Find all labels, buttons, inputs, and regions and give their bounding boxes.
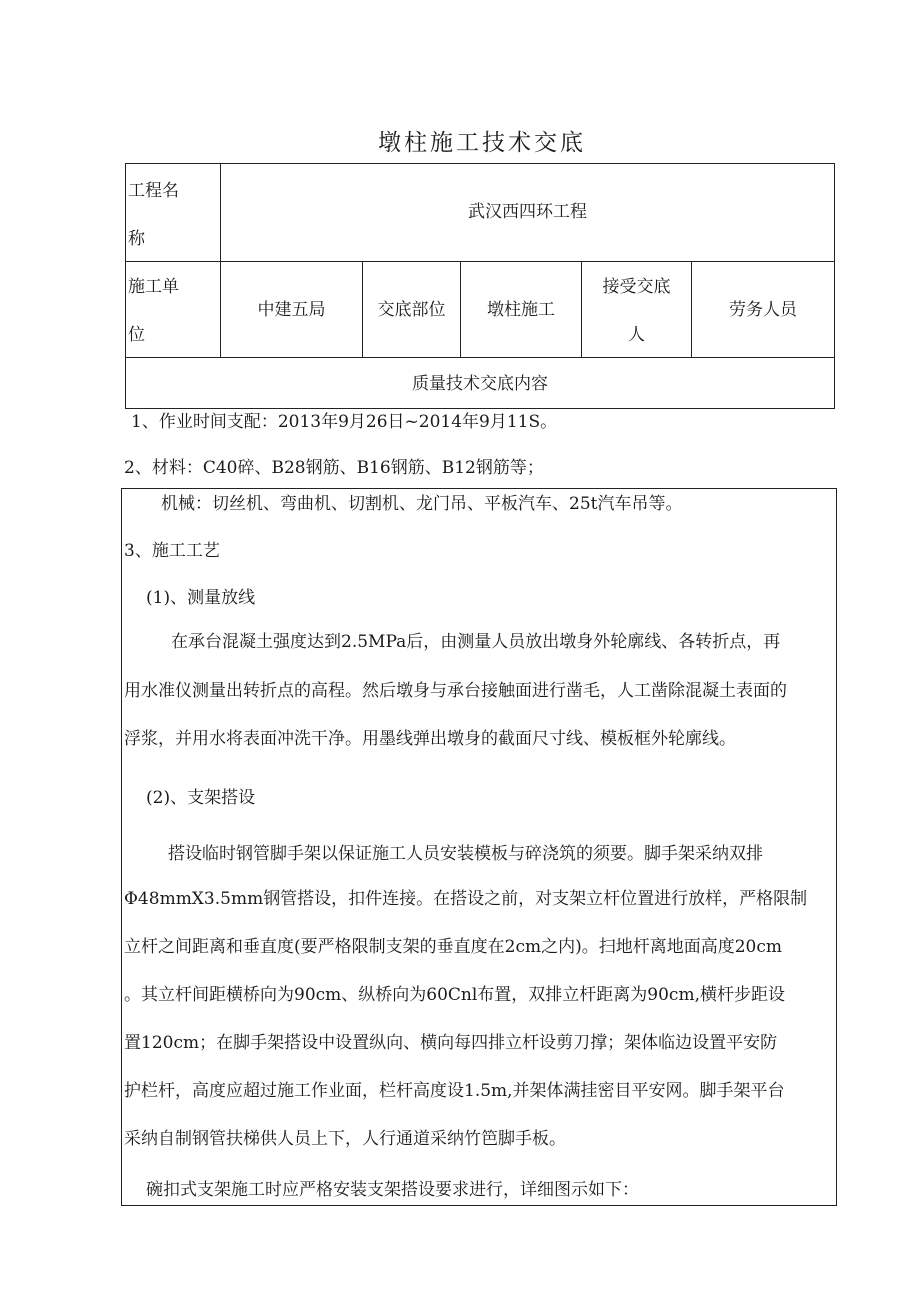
sub-2-line-6: 护栏杆，高度应超过施工作业面，栏杆高度设1.5m,并架体满挂密目平安网。脚手架平台 [124,1081,785,1101]
sub-2-line-4: 。其立杆间距横桥向为90cm、纵桥向为60Cnl布置，双排立杆距离为90cm,横杆步距设 [124,985,785,1005]
item-3: 3、施工工艺 [124,541,220,561]
sub-2-heading: (2)、支架搭设 [146,788,256,808]
page-title: 墩柱施工技术交底 [378,130,586,156]
sub-2-line-7: 采纳自制钢管扶梯供人员上下，人行通道采纳竹笆脚手板。 [124,1129,566,1149]
machinery: 机械：切丝机、弯曲机、切割机、龙门吊、平板汽车、25t汽车吊等。 [161,494,683,514]
item-2: 2、材料：C40碎、B28钢筋、B16钢筋、B12钢筋等； [124,458,544,478]
sub-1-line-2: 用水准仪测量出转折点的高程。然后墩身与承台接触面进行凿毛，人工凿除混凝土表面的 [124,681,787,701]
sub-2-line-3: 立杆之间距离和垂直度(要严格限制支架的垂直度在2cm之内)。扫地杆离地面高度20cm [124,937,782,957]
project-name: 武汉西四环工程 [468,202,587,222]
sub-2-line-5: 置120cm；在脚手架搭设中设置纵向、横向每四排立杆设剪刀撑；架体临边设置平安防 [124,1033,778,1053]
receiver-label: 接受交底 人 [602,277,671,345]
sub-2-line-1: 搭设临时钢管脚手架以保证施工人员安装模板与碎浇筑的须要。脚手架采纳双排 [168,844,763,864]
part-label: 交底部位 [377,300,446,320]
info-table [125,163,835,409]
sub-1-line-1: 在承台混凝土强度达到2.5MPa后，由测量人员放出墩身外轮廓线、各转折点，再 [171,632,781,652]
last-line: 碗扣式支架施工时应严格安装支架搭设要求进行，详细图示如下： [146,1180,639,1200]
project-label: 工程名 称 [128,181,179,249]
receiver-value: 劳务人员 [729,300,797,320]
unit-label: 施工单 位 [128,277,179,345]
sub-1-line-3: 浮浆，并用水将表面冲洗干净。用墨线弹出墩身的截面尺寸线、模板框外轮廓线。 [124,729,736,749]
sub-1-heading: (1)、测量放线 [146,588,256,608]
sub-2-line-2: Φ48mmX3.5mm钢管搭设，扣件连接。在搭设之前，对支架立杆位置进行放样，严格限制 [124,889,808,909]
part-value: 墩柱施工 [487,300,555,320]
content-header: 质量技术交底内容 [412,374,548,394]
item-1: 1、作业时间支配：2013年9月26日~2014年9月11S。 [131,412,558,432]
unit-value: 中建五局 [257,300,326,320]
